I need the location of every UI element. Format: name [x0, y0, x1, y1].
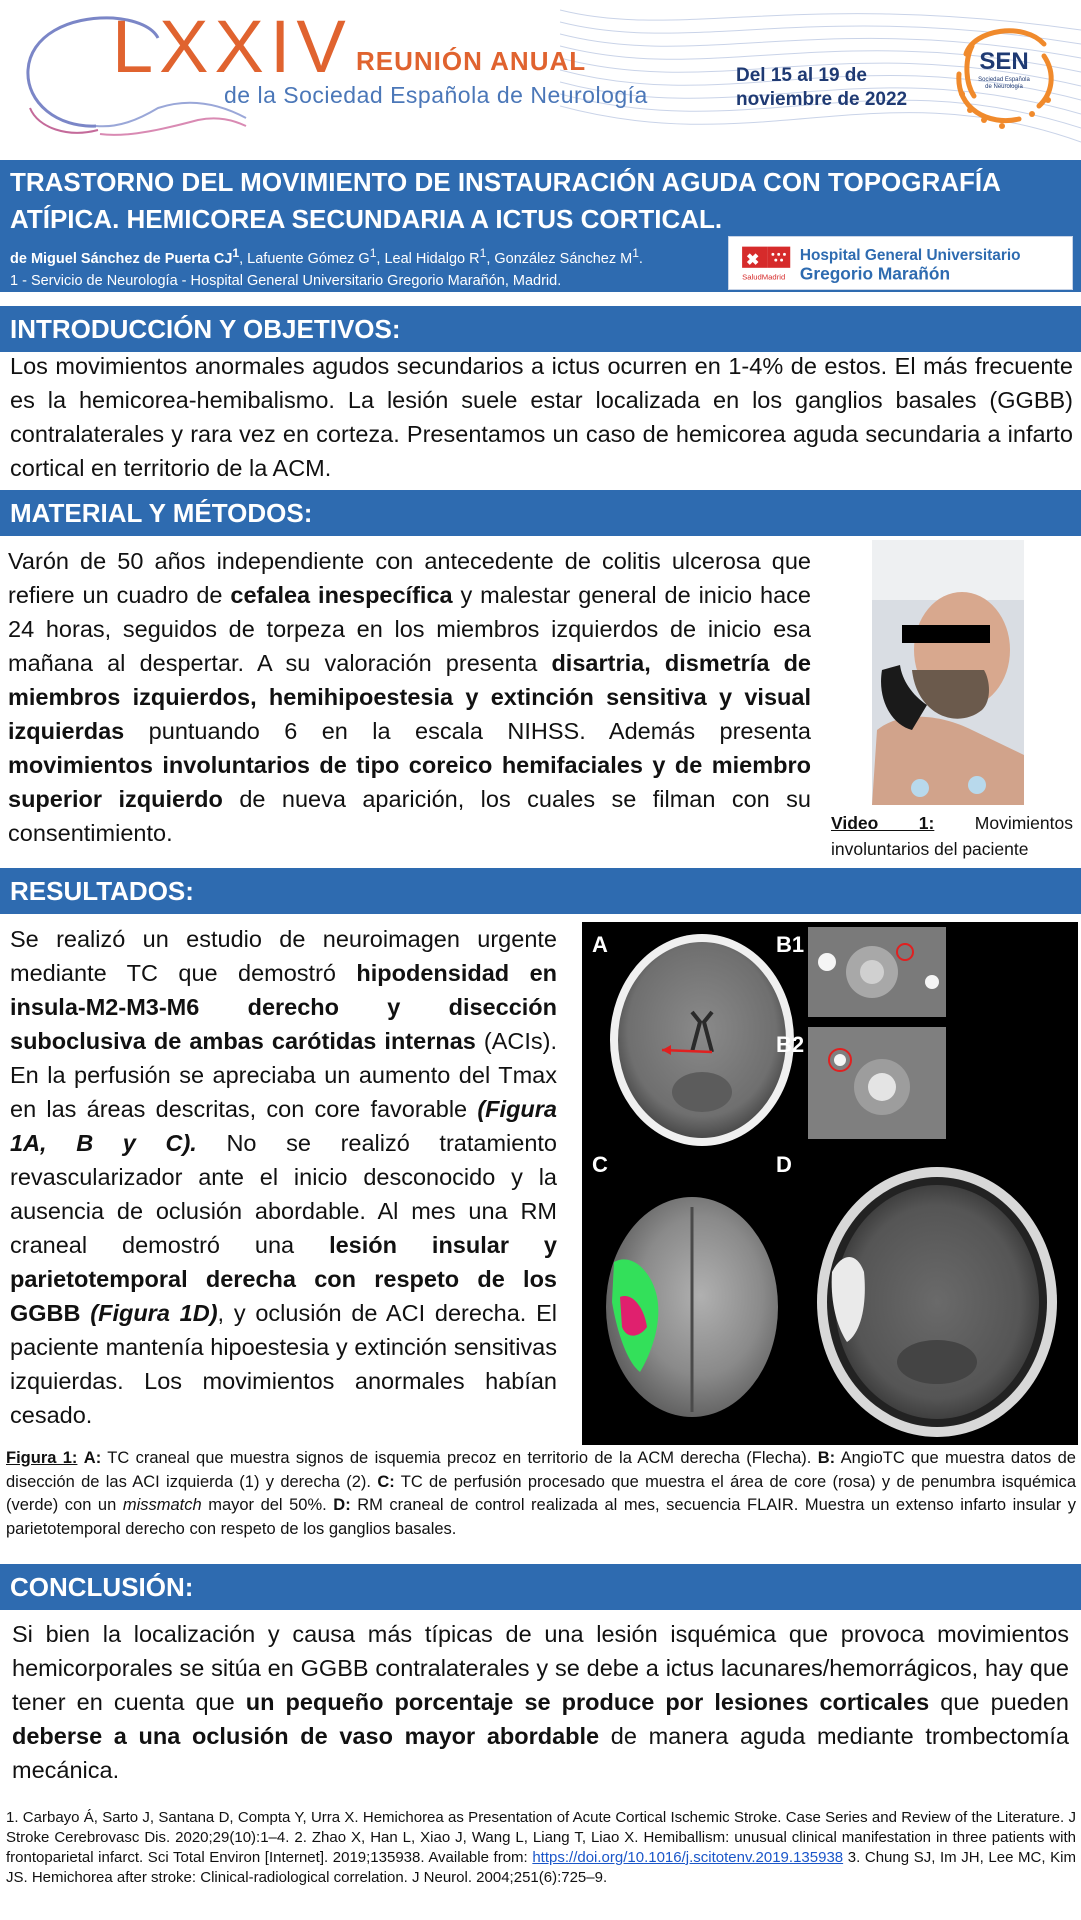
results-figure-ref: (Figura 1D) — [80, 1300, 218, 1326]
figure-caption-text: TC de perfusión procesado que muestra el área de core (rosa) y de penumbra isquémica (verde) con un — [6, 1472, 1076, 1514]
figure-caption-text: RM craneal de control realizada al mes, secuencia FLAIR. Muestra un extenso infarto insular y parietotemporal derecho con respeto de los ganglios basales. — [6, 1496, 1077, 1538]
panel-label-c: C — [592, 1152, 608, 1177]
dates-line-2: noviembre de 2022 — [736, 89, 908, 110]
hospital-logo-line-2: Gregorio Marañón — [799, 263, 951, 284]
hospital-logo-line-1: Hospital General Universitario — [799, 247, 1021, 265]
methods-text-part: y malestar general de inicio hace 24 horas, seguidos de torpeza en los miembros izquierdos de inicio esa mañana al despertar. A su valoración presenta — [8, 582, 811, 676]
results-figure-ref: (Figura 1A, B y C). — [10, 1096, 557, 1156]
conclusion-text-part: que pueden — [929, 1689, 1069, 1715]
figure-caption-tag: D: — [333, 1496, 351, 1514]
author-sup: 1 — [632, 246, 639, 260]
figure-caption-italic: missmatch — [122, 1496, 202, 1514]
results-bold-part: hipodensidad en insula-M2-M3-M6 derecho y disección suboclusiva de ambas carótidas internas — [10, 960, 557, 1054]
results-text-part: No se realizó tratamiento revascularizador ante el inicio desconocido y la ausencia de oclusión abordable. Al mes una RM craneal demostró una — [10, 1130, 557, 1258]
sen-logo-sub-1: Sociedad Española — [978, 77, 1030, 83]
results-bold-part: lesión insular y parietotemporal derecha con respeto de los GGBB — [10, 1232, 557, 1326]
figure-caption-text: mayor del 50%. — [201, 1496, 334, 1514]
figure-1-neuroimaging-panel — [582, 922, 1078, 1445]
main-author: de Miguel Sánchez de Puerta CJ — [10, 250, 233, 267]
results-text-part: , y oclusión de ACI derecha. El paciente mantenía hipoestesia y extinción sensitivas izquierdas. Los movimientos anormales habían cesado. — [10, 1300, 557, 1428]
congress-name: REUNIÓN ANUAL — [356, 46, 587, 76]
figure-1-caption — [6, 1447, 1076, 1541]
face-censor-bar — [902, 625, 990, 643]
reference-doi-link[interactable]: https://doi.org/10.1016/j.scitotenv.2019.135938 — [532, 1849, 844, 1866]
authors-block — [10, 242, 730, 292]
panel-label-a: A — [592, 932, 608, 957]
references-text: 1. Carbayo Á, Sarto J, Santana D, Compta Y, Urra X. Hemichorea as Presentation of Acute Cortical Ischemic Stroke. Case Series and Review of the Literature. J Stroke Cerebrovasc Dis. 2020;29(10):1–4. 2. Zhao X, Han L, Xiao J, Wang L, Liang T, Liao X. Hemiballism: unusual clinical manifestation in three patients with frontoparietal infarct. Sci Total Environ [Internet]. 2019;135938. Available from: — [6, 1809, 1076, 1866]
methods-bold-part: cefalea inespecífica — [230, 582, 453, 608]
author-sup: 1 — [479, 246, 487, 260]
methods-text-part: puntuando 6 en la escala NIHSS. Además presenta — [124, 718, 811, 744]
figure-caption-tag: A: — [83, 1449, 102, 1467]
affiliation: 1 - Servicio de Neurología - Hospital General Universitario Gregorio Marañón, Madrid. — [10, 272, 562, 289]
patient-video-thumbnail[interactable] — [872, 540, 1024, 805]
figure-caption-text: AngioTC que muestra datos de disección de las ACI izquierda (1) y derecha (2). — [6, 1449, 1076, 1491]
figure-caption-tag: C: — [377, 1472, 395, 1491]
conclusion-text-part: Si bien la localización y causa más típicas de una lesión isquémica que provoca movimientos hemicorporales se sitúa en GGBB contralaterales y se debe a ictus lacunares/hemorrágicos, hay que tener en cuenta que — [12, 1621, 1069, 1715]
congress-dates — [736, 64, 936, 112]
panel-c-perfusion-image — [606, 1197, 778, 1417]
results-text — [10, 922, 557, 1432]
poster-title: TRASTORNO DEL MOVIMIENTO DE INSTAURACIÓN AGUDA CON TOPOGRAFÍA ATÍPICA. HEMICOREA SECUNDARIA A ICTUS CORTICAL. — [10, 167, 1000, 234]
sen-logo-text: SEN — [979, 48, 1029, 75]
video-caption — [831, 810, 1073, 862]
congress-number: LXXIV — [112, 5, 352, 88]
references — [6, 1808, 1076, 1888]
author-sup: 1 — [369, 246, 377, 260]
conclusion-text-part: de manera aguda mediante trombectomía mecánica. — [12, 1723, 1069, 1783]
results-text-part: Se realizó un estudio de neuroimagen urgente mediante TC que demostró — [10, 926, 557, 986]
panel-label-b1: B1 — [776, 932, 805, 957]
conclusion-bold-part: un pequeño porcentaje se produce por lesiones corticales — [245, 1689, 930, 1715]
author-name: , Leal Hidalgo R — [376, 250, 480, 267]
hospital-logo — [728, 236, 1073, 290]
sen-logo-sub-2: de Neurología — [985, 84, 1023, 90]
figure-caption-tag: B: — [817, 1449, 836, 1467]
sen-logo — [944, 14, 1064, 134]
conclusion-bold-part: deberse a una oclusión de vaso mayor abordable — [12, 1723, 600, 1749]
results-text-part: (ACIs). En la perfusión se apreciaba un aumento del Tmax en las áreas descritas, con core favorable — [10, 1028, 558, 1122]
author-name: , González Sánchez M — [486, 250, 633, 267]
author-list-end: . — [638, 250, 643, 267]
author-name: , Lafuente Gómez G — [239, 250, 370, 267]
section-header-introduction: INTRODUCCIÓN Y OBJETIVOS: — [0, 306, 1081, 352]
panel-b2-angio-image — [808, 1027, 946, 1139]
methods-text-part: Varón de 50 años independiente con antecedente de colitis ulcerosa que refiere un cuadro de — [8, 548, 811, 608]
methods-bold-part: movimientos involuntarios de tipo coreico hemifaciales y de miembro superior izquierdo — [8, 752, 811, 812]
panel-label-d: D — [776, 1152, 792, 1177]
society-name: de la Sociedad Española de Neurología — [224, 82, 648, 108]
methods-text — [8, 544, 811, 850]
panel-a-ct-image — [610, 934, 794, 1146]
section-header-conclusion: CONCLUSIÓN: — [0, 1564, 1081, 1610]
congress-banner — [0, 0, 1081, 150]
section-header-methods: MATERIAL Y MÉTODOS: — [0, 490, 1081, 536]
panel-label-b2: B2 — [776, 1032, 805, 1057]
figure-caption-label: Figura 1: — [6, 1449, 78, 1467]
references-text: 3. Chung SJ, Im JH, Lee MC, Kim JS. Hemichorea after stroke: Clinical-radiological correlation. J Neurol. 2004;251(6):725–9. — [6, 1849, 1076, 1886]
dates-line-1: Del 15 al 19 de — [736, 65, 867, 86]
panel-b1-angio-image — [808, 927, 946, 1017]
main-author-sup: 1 — [232, 246, 240, 260]
methods-bold-part: disartria, dismetría de miembros izquierdos, hemihipoestesia y extinción sensitiva y visual izquierdas — [8, 650, 811, 744]
section-header-results: RESULTADOS: — [0, 868, 1081, 914]
video-caption-label: Video 1: — [831, 813, 935, 833]
panel-d-flair-image — [817, 1167, 1057, 1437]
conclusion-text — [12, 1617, 1069, 1787]
author-list — [10, 242, 730, 270]
figure-caption-text: TC craneal que muestra signos de isquemia precoz en territorio de la ACM derecha (Flecha). — [101, 1449, 818, 1467]
salud-madrid-text: SaludMadrid — [742, 272, 786, 282]
video-caption-text: Movimientos involuntarios del paciente — [831, 813, 1073, 859]
introduction-text: Los movimientos anormales agudos secundarios a ictus ocurren en 1-4% de estos. El más frecuente es la hemicorea-hemibalismo. La lesión suele estar localizada en los ganglios basales (GGBB) contralaterales y rara vez en corteza. Presentamos un caso de hemicorea aguda secundaria a infarto cortical en territorio de la ACM. — [10, 353, 1073, 481]
methods-text-part: de nueva aparición, los cuales se filman con su consentimiento. — [8, 786, 811, 846]
